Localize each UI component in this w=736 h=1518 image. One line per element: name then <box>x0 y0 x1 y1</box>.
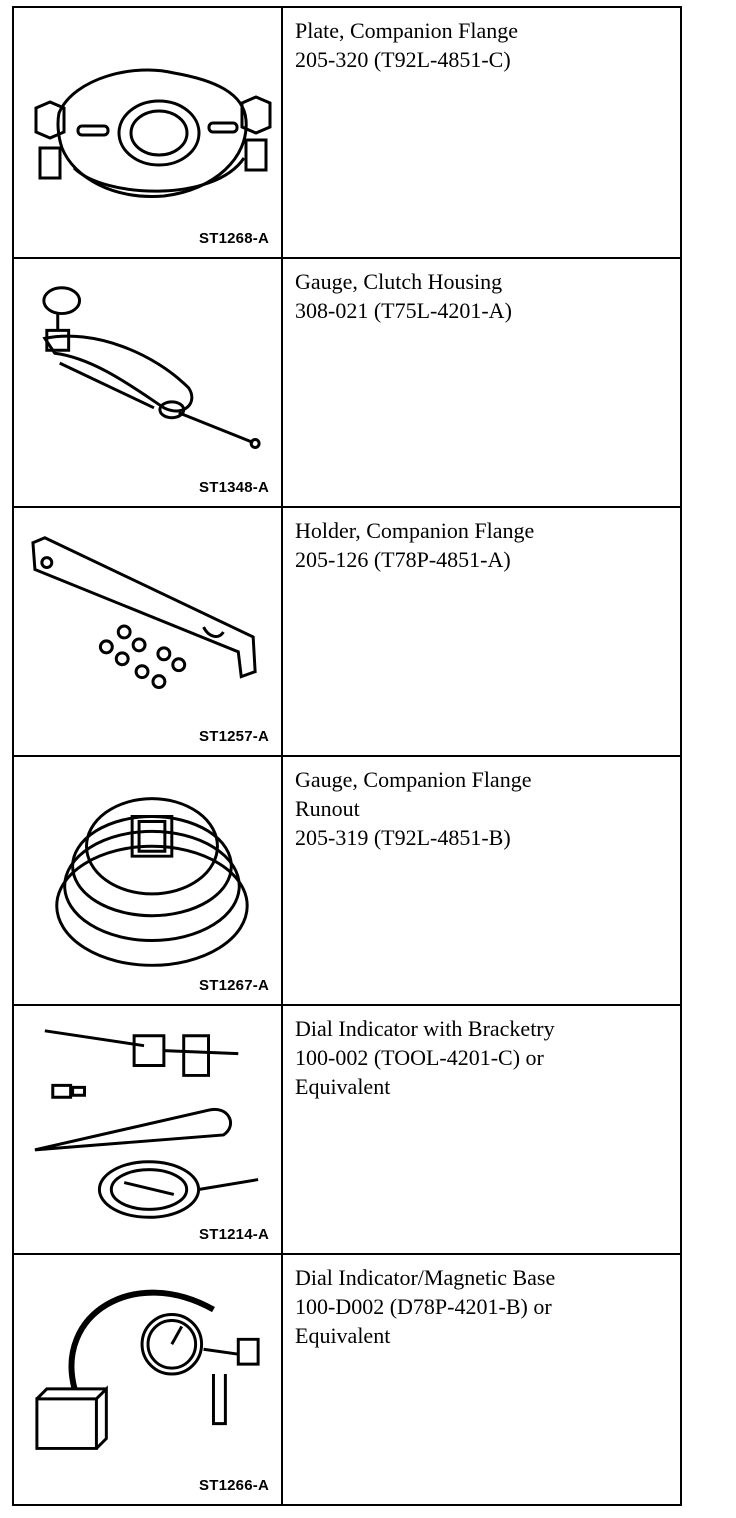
tool-illustration <box>14 1006 283 1253</box>
tool-name: Plate, Companion Flange <box>295 18 519 43</box>
tool-row <box>14 1004 680 1253</box>
dial-indicator-bracketry-drawing <box>14 1006 283 1253</box>
tool-name: Gauge, Companion Flange <box>295 767 532 792</box>
tool-name: Dial Indicator with Bracketry <box>295 1016 555 1041</box>
tool-number: 100-002 (TOOL-4201-C) or <box>295 1045 544 1070</box>
tool-row <box>14 1253 680 1504</box>
special-tools-table <box>12 6 682 1506</box>
tool-number: 100-D002 (D78P-4201-B) or <box>295 1294 552 1319</box>
illustration-code: ST1214-A <box>199 1226 269 1243</box>
companion-flange-holder-drawing <box>14 508 283 755</box>
tool-name-continued: Runout <box>295 796 360 821</box>
tool-description <box>295 516 672 574</box>
tool-description <box>295 267 672 325</box>
illustration-code: ST1267-A <box>199 977 269 994</box>
tool-description <box>295 1014 672 1101</box>
companion-flange-plate-drawing <box>14 8 283 257</box>
tool-row <box>14 257 680 506</box>
tool-number: 308-021 (T75L-4201-A) <box>295 298 512 323</box>
tool-illustration <box>14 259 283 506</box>
illustration-code: ST1257-A <box>199 728 269 745</box>
illustration-code: ST1268-A <box>199 230 269 247</box>
tool-description <box>295 765 672 852</box>
tool-illustration <box>14 1255 283 1504</box>
tool-row <box>14 755 680 1004</box>
tool-name: Gauge, Clutch Housing <box>295 269 503 294</box>
tool-illustration <box>14 8 283 257</box>
illustration-code: ST1348-A <box>199 479 269 496</box>
tool-illustration <box>14 508 283 755</box>
tool-number: 205-126 (T78P-4851-A) <box>295 547 511 572</box>
tool-row <box>14 8 680 257</box>
tool-name: Holder, Companion Flange <box>295 518 535 543</box>
tool-description <box>295 16 672 74</box>
tool-equivalent: Equivalent <box>295 1074 391 1099</box>
runout-gauge-drawing <box>14 757 283 1004</box>
tool-description <box>295 1263 672 1350</box>
tool-name: Dial Indicator/Magnetic Base <box>295 1265 556 1290</box>
tool-number: 205-320 (T92L-4851-C) <box>295 47 511 72</box>
illustration-code: ST1266-A <box>199 1477 269 1494</box>
tool-equivalent: Equivalent <box>295 1323 391 1348</box>
magnetic-base-dial-indicator-drawing <box>14 1255 283 1504</box>
tool-illustration <box>14 757 283 1004</box>
tool-row <box>14 506 680 755</box>
tool-number: 205-319 (T92L-4851-B) <box>295 825 511 850</box>
clutch-housing-gauge-drawing <box>14 259 283 506</box>
